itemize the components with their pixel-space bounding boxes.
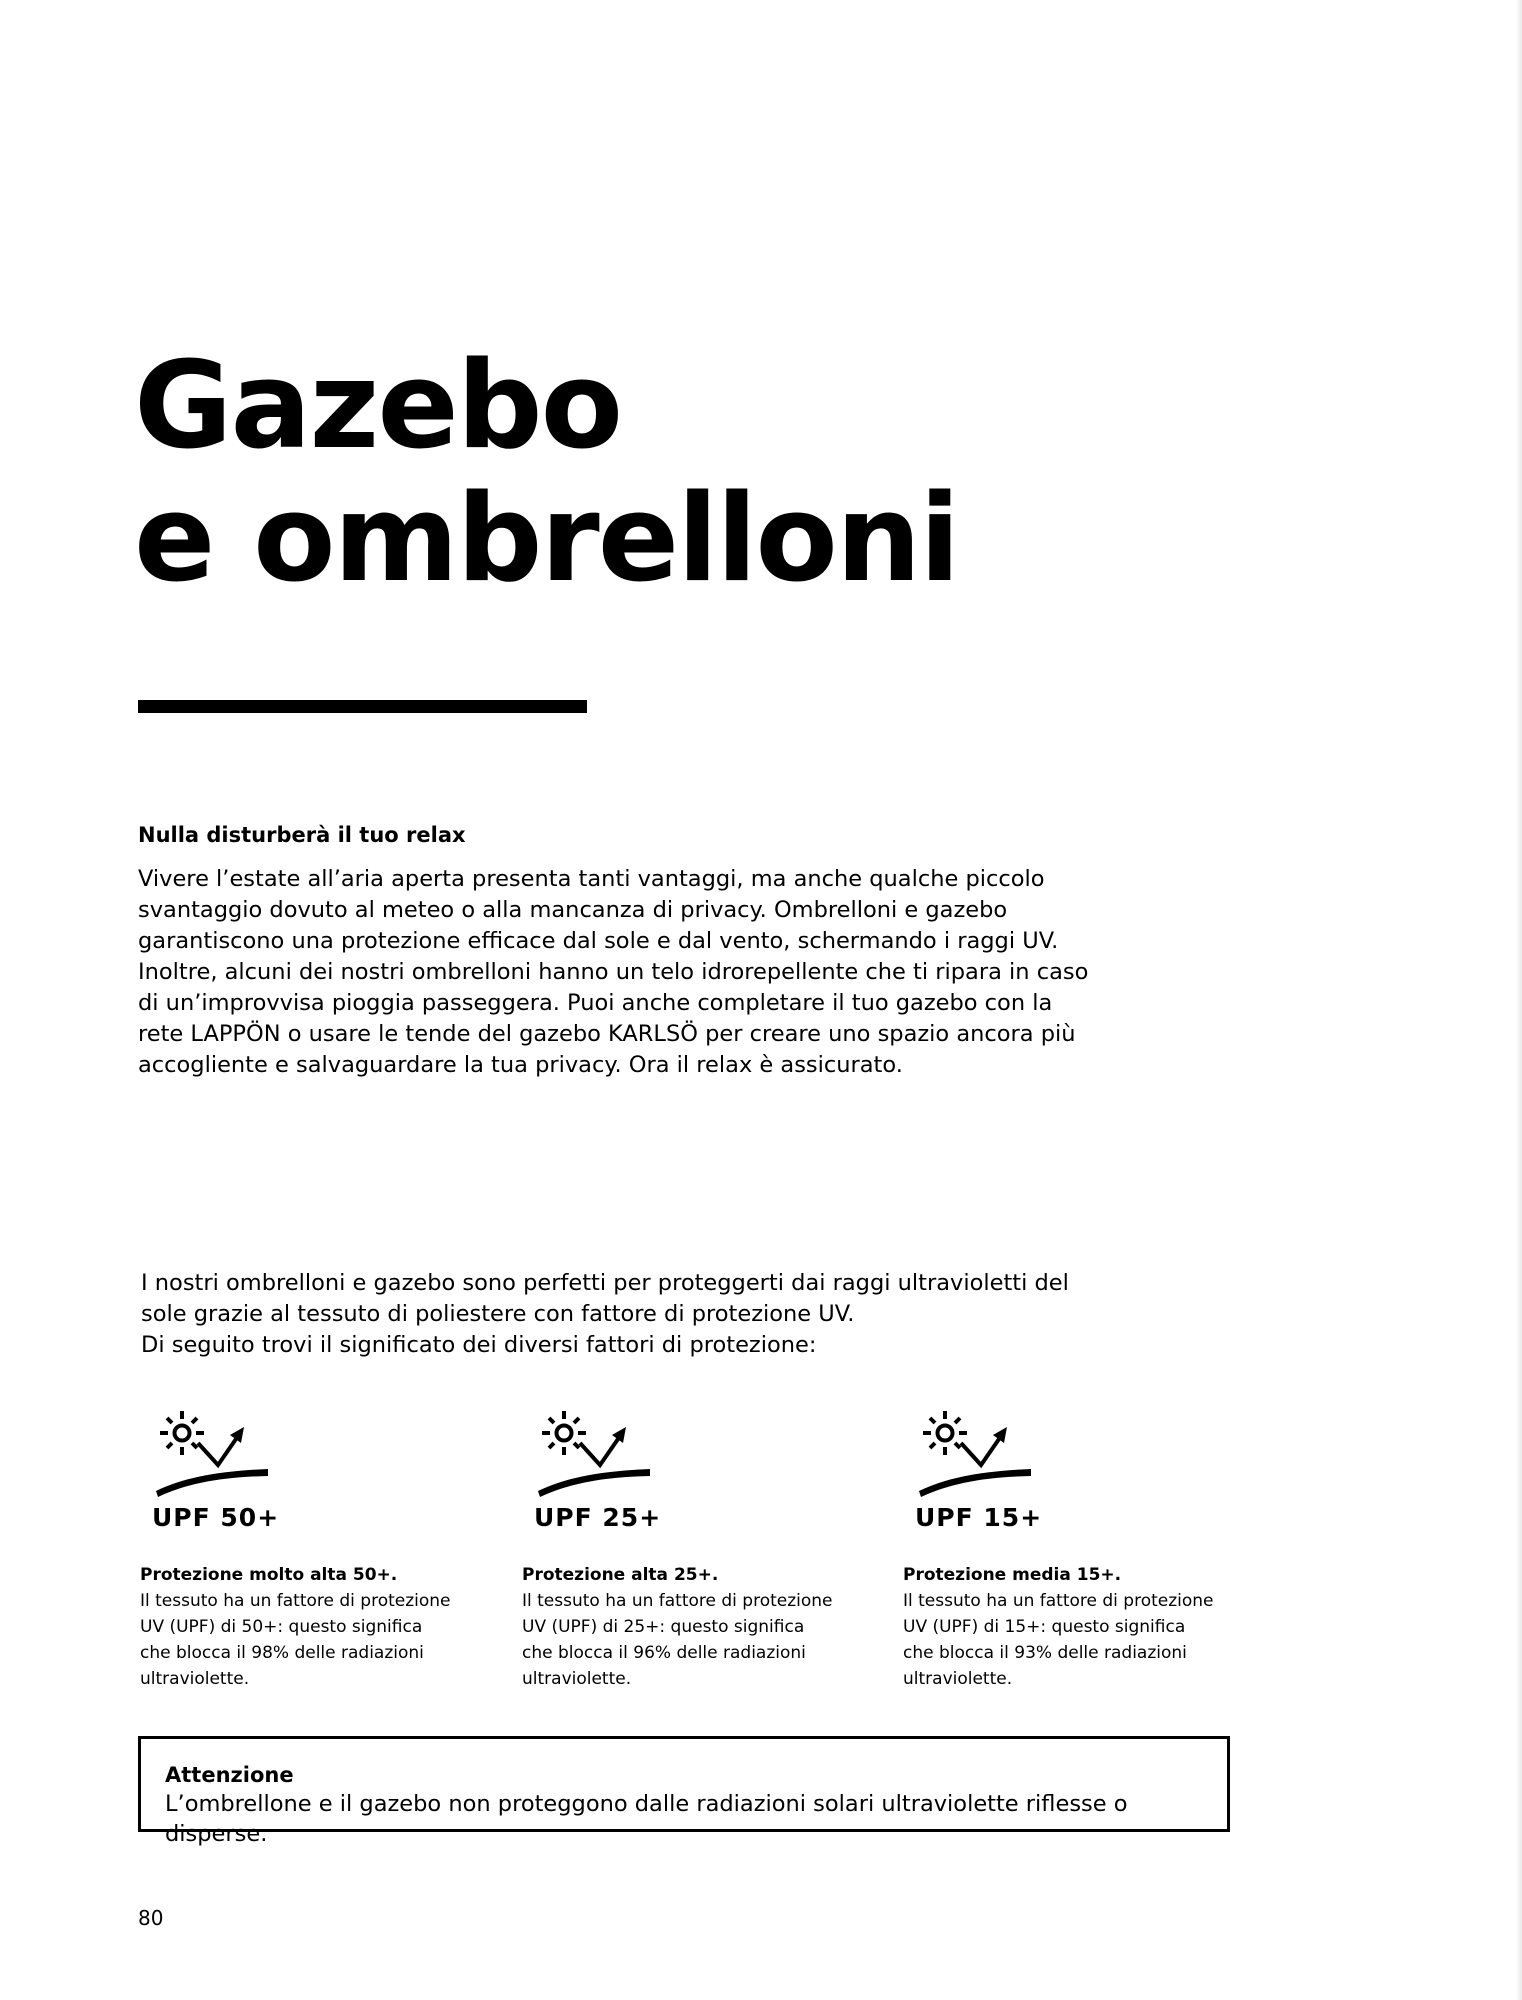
upf-intro-line: I nostri ombrelloni e gazebo sono perfetti per proteggerti dai raggi ultravioletti del — [141, 1270, 1069, 1296]
upf-desc-line: ultraviolette. — [903, 1669, 1013, 1689]
page-title-line: Gazebo — [134, 337, 622, 476]
upf-label: UPF 50+ — [152, 1503, 280, 1532]
page-title — [134, 337, 959, 609]
upf-desc-line: Il tessuto ha un fattore di protezione — [140, 1591, 451, 1611]
upf-label: UPF 15+ — [915, 1503, 1043, 1532]
page-title-line: e ombrelloni — [134, 470, 959, 609]
upf-intro-paragraph — [141, 1268, 1121, 1361]
upf-item-15 — [903, 1405, 1223, 1689]
sun-uv-arrow-icon — [903, 1405, 1033, 1515]
warning-text: L’ombrellone e il gazebo non proteggono dalle radiazioni solari ultraviolette riflesse o disperse. — [165, 1791, 1128, 1847]
upf-desc-line: Il tessuto ha un fattore di protezione — [903, 1591, 1214, 1611]
upf-level: Protezione media 15+. — [903, 1565, 1122, 1585]
upf-description — [903, 1562, 1223, 1692]
intro-heading: Nulla disturberà il tuo relax — [138, 823, 466, 847]
upf-intro-line: Di seguito trovi il significato dei diversi fattori di protezione: — [141, 1332, 817, 1358]
upf-item-50 — [140, 1405, 460, 1689]
page-edge-shadow — [1516, 0, 1522, 2000]
upf-description — [140, 1562, 460, 1692]
upf-level: Protezione alta 25+. — [522, 1565, 719, 1585]
upf-description — [522, 1562, 842, 1692]
sun-uv-arrow-icon — [522, 1405, 652, 1515]
sun-uv-arrow-icon — [140, 1405, 270, 1515]
upf-label: UPF 25+ — [534, 1503, 662, 1532]
upf-desc-line: UV (UPF) di 50+: questo significa — [140, 1617, 423, 1637]
upf-desc-line: che blocca il 93% delle radiazioni — [903, 1643, 1187, 1663]
upf-desc-line: UV (UPF) di 25+: questo significa — [522, 1617, 805, 1637]
title-underline-rule — [138, 700, 587, 713]
intro-paragraph: Vivere l’estate all’aria aperta presenta tanti vantaggi, ma anche qualche piccolo svantaggio dovuto al meteo o alla mancanza di privacy. Ombrelloni e gazebo garantiscono una protezione efficace dal sole e dal vento, schermando i raggi UV. Inoltre, alcuni dei nostri ombrelloni hanno un telo idrorepellente che ti ripara in caso di un’improvvisa pioggia passeggera. Puoi anche completare il tuo gazebo con la rete LAPPÖN o usare le tende del gazebo KARLSÖ per creare uno spazio ancora più accogliente e salvaguardare la tua privacy. Ora il relax è assicurato. — [138, 866, 1089, 1078]
page-number: 80 — [138, 1906, 164, 1930]
upf-level: Protezione molto alta 50+. — [140, 1565, 398, 1585]
warning-title: Attenzione — [165, 1763, 294, 1787]
upf-desc-line: UV (UPF) di 15+: questo significa — [903, 1617, 1186, 1637]
upf-item-25 — [522, 1405, 842, 1689]
upf-desc-line: Il tessuto ha un fattore di protezione — [522, 1591, 833, 1611]
upf-desc-line: che blocca il 98% delle radiazioni — [140, 1643, 424, 1663]
upf-desc-line: ultraviolette. — [140, 1669, 250, 1689]
upf-intro-line: sole grazie al tessuto di poliestere con fattore di protezione UV. — [141, 1301, 855, 1327]
upf-desc-line: che blocca il 96% delle radiazioni — [522, 1643, 806, 1663]
upf-desc-line: ultraviolette. — [522, 1669, 632, 1689]
warning-box — [138, 1736, 1230, 1847]
